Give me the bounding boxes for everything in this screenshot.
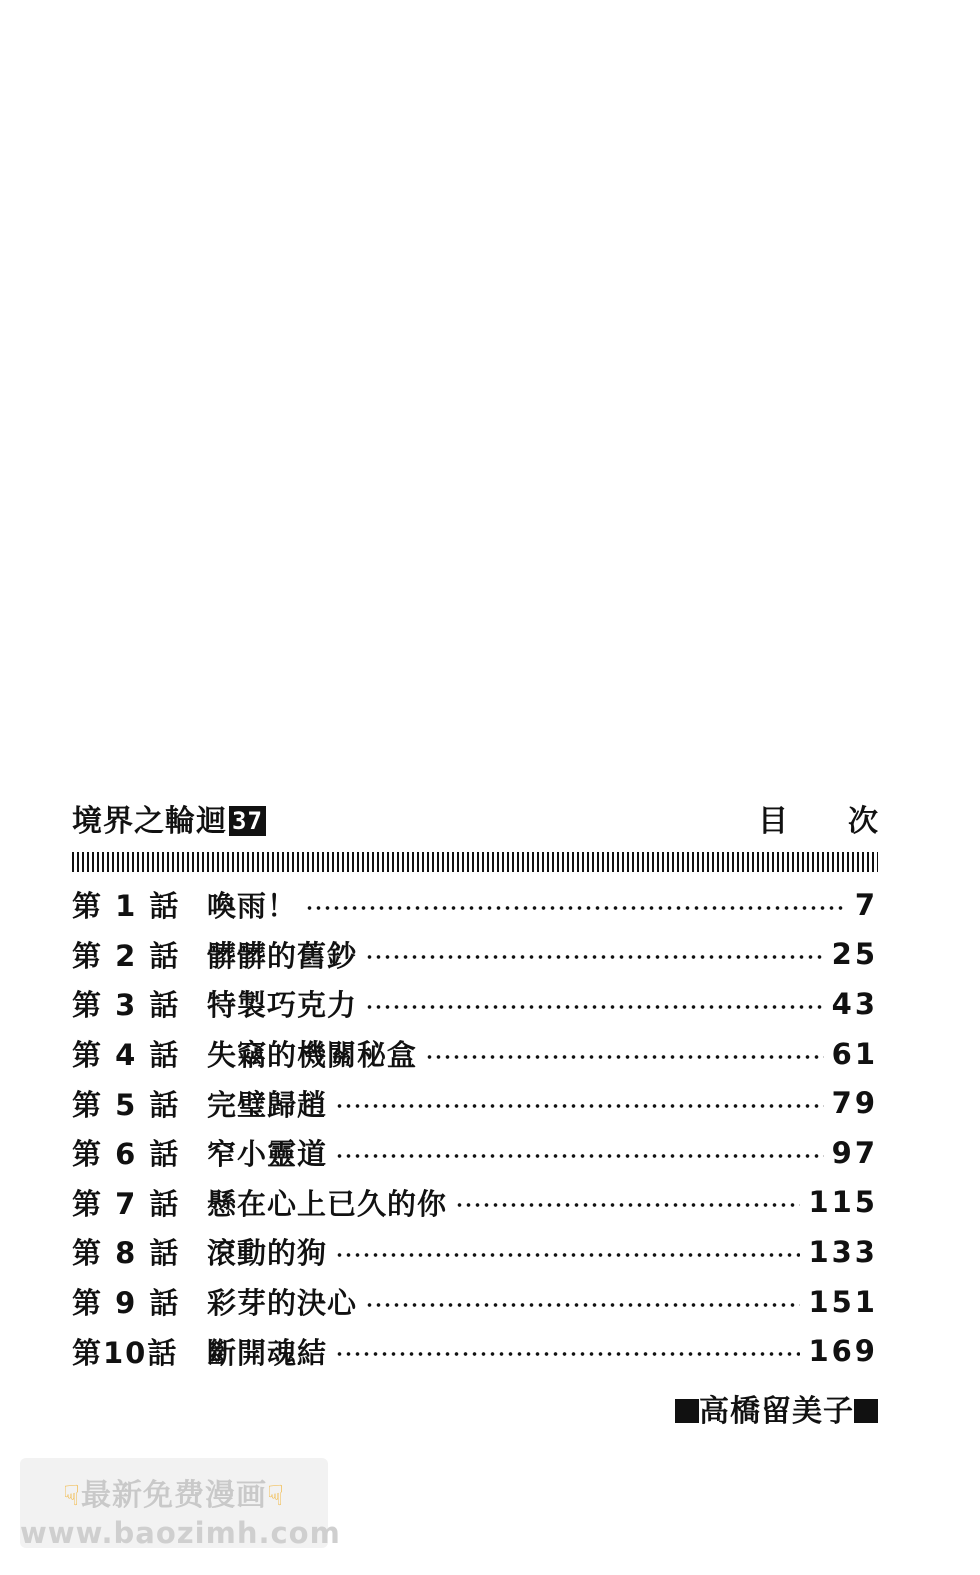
- chapter-title: 髒髒的舊鈔: [207, 938, 358, 973]
- series-title-text: 境界之輪迴: [72, 804, 227, 839]
- watermark-url[interactable]: www.baozimh.com: [20, 1516, 341, 1550]
- chapter-title: 彩芽的決心: [207, 1286, 358, 1321]
- chapter-number: 第 4 話: [72, 1038, 181, 1073]
- chapter-number: 第 9 話: [72, 1286, 181, 1321]
- toc-list: [72, 880, 878, 1376]
- watermark[interactable]: [20, 1458, 341, 1550]
- page-number: 97: [831, 1135, 878, 1170]
- chapter-number: 第 7 話: [72, 1186, 181, 1221]
- author-name: 高橋留美子: [699, 1394, 854, 1429]
- page-number: 169: [808, 1334, 878, 1369]
- toc-heading: 目次: [758, 804, 938, 839]
- dot-leader: [335, 1351, 800, 1357]
- page-number: 7: [854, 887, 878, 922]
- dot-leader: [455, 1202, 800, 1208]
- chapter-title: 失竊的機關秘盒: [207, 1038, 418, 1073]
- chapter-title: 完璧歸趙: [207, 1087, 328, 1122]
- page-number: 115: [808, 1185, 878, 1220]
- header-divider: [72, 852, 878, 872]
- pointing-down-hand-icon: ☟: [267, 1479, 286, 1512]
- page-number: 25: [831, 937, 878, 972]
- chapter-title: 窄小靈道: [207, 1137, 328, 1172]
- chapter-number: 第 8 話: [72, 1236, 181, 1271]
- page-number: 133: [808, 1234, 878, 1269]
- chapter-number: 第 6 話: [72, 1137, 181, 1172]
- toc-row: [72, 930, 878, 980]
- chapter-title: 特製巧克力: [207, 988, 358, 1023]
- toc-row: [72, 1277, 878, 1327]
- toc-row: [72, 1029, 878, 1079]
- watermark-text: 最新免费漫画: [81, 1478, 267, 1513]
- page-number: 61: [831, 1036, 878, 1071]
- dot-leader: [335, 1103, 824, 1109]
- toc-row: [72, 979, 878, 1029]
- dot-leader: [365, 954, 824, 960]
- chapter-title: 斷開魂結: [207, 1335, 328, 1370]
- toc-row: [72, 1128, 878, 1178]
- page-number: 79: [831, 1086, 878, 1121]
- dot-leader: [335, 1252, 800, 1258]
- chapter-number: 第 3 話: [72, 988, 181, 1023]
- square-bullet-icon: [675, 1399, 699, 1423]
- square-bullet-icon: [854, 1399, 878, 1423]
- series-title: [72, 796, 266, 840]
- page-number: 151: [808, 1284, 878, 1319]
- toc-row: [72, 1078, 878, 1128]
- toc-header: [72, 790, 938, 840]
- chapter-number: 第 5 話: [72, 1087, 181, 1122]
- chapter-title: 滾動的狗: [207, 1236, 328, 1271]
- dot-leader: [305, 905, 847, 911]
- dot-leader: [335, 1153, 824, 1159]
- chapter-number: 第 2 話: [72, 938, 181, 973]
- chapter-number: 第 1 話: [72, 889, 181, 924]
- chapter-number: 第10話: [72, 1335, 179, 1370]
- watermark-line1: [20, 1470, 328, 1514]
- volume-badge: 37: [229, 806, 266, 836]
- dot-leader: [365, 1004, 824, 1010]
- toc-row: [72, 1326, 878, 1376]
- page-number: 43: [831, 986, 878, 1021]
- chapter-title: 懸在心上已久的你: [207, 1186, 448, 1221]
- dot-leader: [365, 1302, 800, 1308]
- chapter-title: 喚雨！: [207, 889, 298, 924]
- toc-row: [72, 1178, 878, 1228]
- toc-row: [72, 880, 878, 930]
- toc-row: [72, 1227, 878, 1277]
- dot-leader: [425, 1054, 824, 1060]
- author-credit: [675, 1386, 878, 1430]
- pointing-down-hand-icon: ☟: [62, 1479, 81, 1512]
